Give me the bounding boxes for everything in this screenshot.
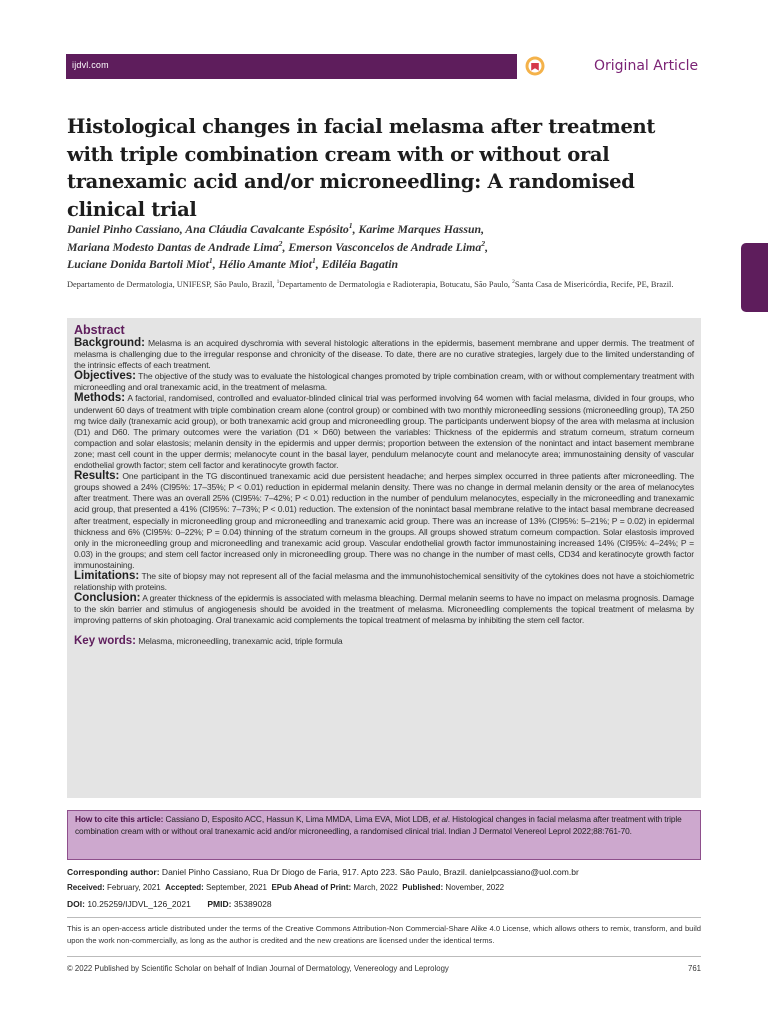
side-tab-marker: [741, 243, 768, 312]
open-access-icon: [525, 56, 545, 76]
published-label: Published:: [402, 883, 444, 892]
abstract-background: [74, 338, 694, 371]
author-text: Mariana Modesto Dantas de Andrade Lima: [67, 239, 279, 254]
accepted-label: Accepted:: [165, 883, 204, 892]
author-line-2: [67, 239, 707, 257]
section-label: Methods:: [74, 392, 126, 405]
received-date: February, 2021: [104, 883, 161, 892]
article-dates: [67, 883, 707, 892]
citation-etal: et al: [432, 814, 448, 824]
author-text: , Hélio Amante Miot: [212, 257, 312, 271]
section-label: Conclusion:: [74, 592, 141, 605]
citation-box: [67, 810, 701, 860]
doi-label: DOI:: [67, 899, 85, 909]
published-date: November, 2022: [443, 883, 505, 892]
article-title: Histological changes in facial melasma after treatment with triple combination cream with or without oral tranexamic acid and/or microneedling: A randomised clinical trial: [67, 115, 656, 221]
abstract-results: [74, 471, 694, 571]
affiliation-marker: 1: [208, 256, 213, 266]
journal-header-bar: [66, 54, 517, 79]
divider: [67, 956, 701, 957]
pmid-label: PMID:: [207, 899, 232, 909]
epub-date: March, 2022: [351, 883, 398, 892]
section-label: Objectives:: [74, 370, 136, 383]
received-label: Received:: [67, 883, 105, 892]
article-type-label: Original Article: [594, 58, 699, 74]
section-text: Melasma is an acquired dyschromia with several histologic alterations in the epidermis, basement membrane and upper dermis. The treatment of melasma is challenging due to the irregular response and chronicity of the disease. To date, there are no curative strategies, largely due to the limited understanding of the intrinsic effects of each treatment.: [74, 338, 694, 371]
author-text: Daniel Pinho Cassiano, Ana Cláudia Cavalcante Espósito: [67, 222, 349, 236]
footer-copyright: © 2022 Published by Scientific Scholar on behalf of Indian Journal of Dermatology, Venereology and Leprology: [67, 964, 449, 973]
affiliation-marker: 1: [276, 279, 280, 286]
author-text: , Ediléia Bagatin: [315, 257, 399, 271]
section-label: Background:: [74, 337, 145, 349]
section-label: Key words:: [74, 635, 136, 648]
affiliation-marker: 1: [348, 221, 353, 231]
corr-label: Corresponding author:: [67, 867, 160, 877]
section-label: Limitations:: [74, 569, 140, 582]
section-text: A factorial, randomised, controlled and evaluator-blinded clinical trial was performed involving 64 women with facial melasma, divided in four groups, who underwent 60 days of treatment with triple combination cream alone (control group) or combined with two monthly microneedling sessions (microneedling group), TA 250 mg twice daily (tranexamic acid group), or both tranexamic acid group and microneedling group. The participants underwent biopsy of the area with melasma at inclusion (D1) and D60. The primary outcomes were the variation (D1 × D60) between the variables: Thickness of the epidermis and stratum corneum, stratum corneum compaction and solar elastosis; melanin density in the epidermis and upper dermis; proportion between the extension of the nonintact and intact basement membrane zone; mast cell count in the upper dermis; melanocyte count in the basal layer, pendulum melanocyte count and melanocyte area; immunostaining density of vascular endothelial growth factor; stem cell factor and keratinocyte growth factor.: [74, 393, 694, 471]
author-text: ,: [485, 239, 489, 254]
author-text: Luciane Donida Bartoli Miot: [67, 257, 209, 271]
affiliation-text: Departamento de Dermatologia e Radioterapia, Botucatu, São Paulo,: [279, 280, 513, 289]
affiliation-marker: 1: [311, 256, 316, 266]
abstract-keywords: [74, 636, 694, 647]
citation-label: How to cite this article:: [75, 814, 164, 824]
author-list: [67, 221, 707, 274]
author-line-1: [67, 221, 707, 239]
citation-text-2: . Histological changes in facial melasma after treatment with triple combination cream with or without oral tranexamic acid and/or microneedling, a randomised clinical trial. Indian J Dermatol Venereol Leprol 2022;88:761-70.: [75, 814, 682, 836]
abstract-methods: [74, 393, 694, 471]
section-text: A greater thickness of the epidermis is associated with melasma bleaching. Dermal melanin seems to have no impact on melasma prognosis. Damage to the skin barrier and stimulus of angiogenesis should be avoided in the treatment of melasma. Microneedling complements the topical treatment of melasma by improving patterns of skin photoaging. Oral tranexamic acid complements the topical treatment of melasma by inhibiting the stem cell factor.: [74, 593, 694, 626]
pmid-value[interactable]: 35389028: [231, 899, 272, 909]
affiliation-text: Santa Casa de Misericórdia, Recife, PE, Brazil.: [514, 280, 674, 289]
corr-text: Daniel Pinho Cassiano, Rua Dr Diogo de Faria, 917. Apto 223. São Paulo, Brazil. danielpcassiano@uol.com.br: [159, 867, 579, 877]
section-label: Results:: [74, 470, 120, 483]
license-text: This is an open-access article distributed under the terms of the Creative Commons Attribution-Non Commercial-Share Alike 4.0 License, which allows others to remix, transform, and build upon the work non-commercially, as long as the author is credited and the new creations are licensed under the identical terms.: [67, 924, 701, 945]
affiliation-marker: 2: [512, 279, 515, 286]
doi-value[interactable]: 10.25259/IJDVL_126_2021: [84, 899, 191, 909]
author-text: , Emerson Vasconcelos de Andrade Lima: [282, 239, 482, 254]
section-text: The objective of the study was to evaluate the histological changes promoted by triple combination cream, with or without complementary treatment with microneedling and oral tranexamic acid, in the treatment of melasma.: [74, 371, 694, 393]
section-text: The site of biopsy may not represent all of the facial melasma and the immunohistochemical sensitivity of the cytokines does not have a stoichiometric relationship with proteins.: [74, 570, 694, 593]
abstract-limitations: [74, 571, 694, 593]
corresponding-author: [67, 866, 707, 878]
affiliation-text: Departamento de Dermatologia, UNIFESP, São Paulo, Brazil,: [67, 280, 277, 289]
affiliation-marker: 2: [481, 238, 486, 248]
author-text: , Karime Marques Hassun,: [352, 222, 485, 236]
divider: [67, 917, 701, 918]
author-line-3: [67, 256, 707, 274]
journal-site-link[interactable]: ijdvl.com: [72, 60, 109, 70]
citation-text: Cassiano D, Esposito ACC, Hassun K, Lima MMDA, Lima EVA, Miot LDB,: [163, 814, 433, 824]
section-text: Melasma, microneedling, tranexamic acid, triple formula: [136, 636, 343, 647]
section-text: One participant in the TG discontinued tranexamic acid due persistent headache; and herpes simplex occurred in three patients after microneedling. The groups showed a 24% (CI95%: 17–35%; P < 0.01) reduction in epidermal melanin density. There was no change in dermal melanin density or the area of melanocytes after treatment. There was an overall 25% (CI95%: 7–42%; P < 0.01) reduction in the number of pendulum melanocytes, especially in the microneedling and tranexamic acid group, that presented a 41% (CI95%: 7–73%; P < 0.01) reduction. The extension of the nonintact basal membrane relative to the intact basal membrane decreased after treatment, especially in microneedling group and microneedling and tranexamic acid group. There was an increase of 13% (CI95%: 5–21%; P = 0.02) in epidermal thickness and 6% (CI95%: 0–22%; P = 0.04) thinning of the stratum corneum in the groups. All groups showed stratum corneum compaction. Solar elastosis improved only in the microneedling group and microneedling and tranexamic acid group. Vascular endothelial growth factor immunostaining increased 14% (CI95%: 4–24%; P = 0.03) in the groups; and stem cell factor increased only in microneedling group. There was no change in the number of mast cells, CD34 and keratinocyte growth factor immunostaining.: [74, 471, 694, 570]
abstract-heading: Abstract: [74, 323, 125, 337]
page-number: 761: [687, 964, 701, 973]
article-identifiers: [67, 899, 707, 909]
abstract-box: [67, 318, 701, 798]
epub-label: EPub Ahead of Print:: [271, 883, 352, 892]
affiliations: [67, 279, 707, 292]
abstract-conclusion: [74, 593, 694, 626]
abstract-objectives: [74, 371, 694, 393]
accepted-date: September, 2021: [203, 883, 267, 892]
affiliation-marker: 2: [278, 238, 283, 248]
